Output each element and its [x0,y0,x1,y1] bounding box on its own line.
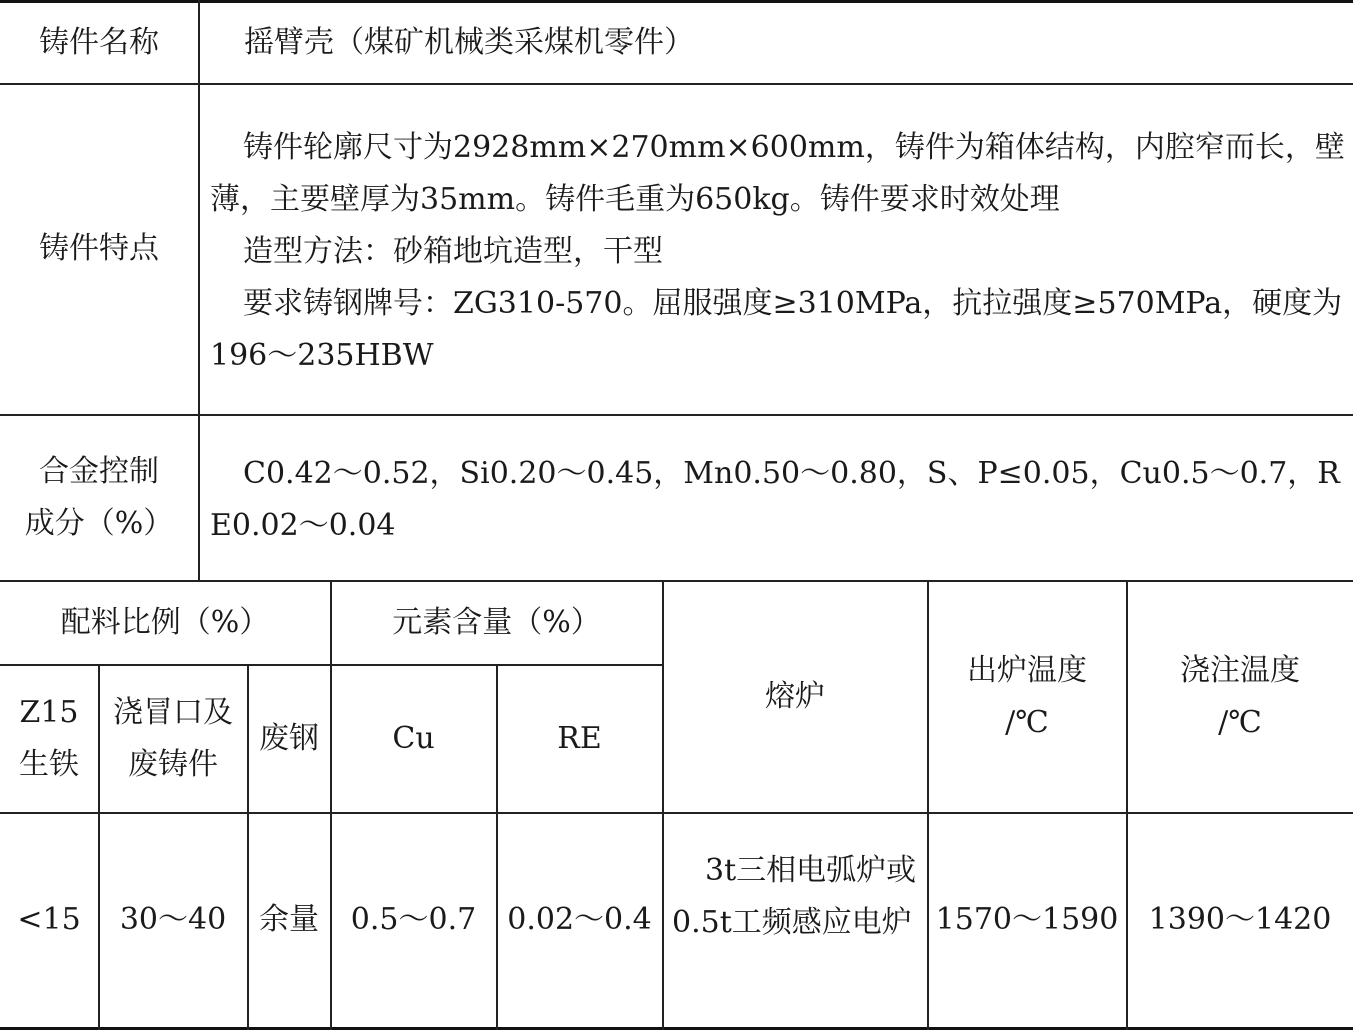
pig-iron-header [0,665,98,812]
scrap-steel-header: 废钢 [259,720,319,756]
scrap-cast-value: 30～40 [119,902,227,937]
casting-name-value: 摇臂壳（煤矿机械类采煤机零件） [244,25,694,60]
ratio-group-header: 配料比例（%） [60,604,270,640]
elements-group-header: 元素含量（%） [392,604,601,640]
pig-iron-header-line2: 生铁 [19,746,79,782]
scrap-cast-header-line1: 浇冒口及 [113,694,233,730]
tap-temp-header [928,581,1126,812]
row-divider [0,414,1353,416]
features-paragraph-steel-grade: 要求铸钢牌号：ZG310-570。屈服强度≥310MPa，抗拉强度≥570MPa，硬度为196～235HBW [210,286,1343,373]
furnace-header: 熔炉 [765,678,825,714]
scrap-steel-value: 余量 [259,902,319,937]
pig-iron-header-line1: Z15 [19,694,79,730]
alloy-label-line1: 合金控制 [39,453,159,489]
casting-features-body [210,122,1345,382]
features-paragraph-molding: 造型方法：砂箱地坑造型，干型 [243,234,663,269]
row-divider [0,83,1353,85]
alloy-composition-label [0,415,198,580]
scrap-cast-header [99,665,247,812]
pour-temp-header-line1: 浇注温度 [1180,652,1300,688]
label-column-divider [198,0,200,580]
tap-temp-value: 1570～1590 [935,902,1119,937]
re-header: RE [557,720,602,756]
casting-name-label: 铸件名称 [39,25,159,60]
cu-value: 0.5～0.7 [350,902,477,937]
pour-temp-value: 1390～1420 [1148,902,1332,937]
scrap-cast-header-line2: 废铸件 [128,746,218,782]
casting-features-label: 铸件特点 [39,231,159,266]
table-top-rule [0,0,1353,3]
tap-temp-header-line1: 出炉温度 [967,652,1087,688]
furnace-value: 3t三相电弧炉或0.5t工频感应电炉 [672,853,917,940]
alloy-composition-value: C0.42～0.52，Si0.20～0.45，Mn0.50～0.80，S、P≤0.05，Cu0.5～0.7，RE0.02～0.04 [210,456,1340,543]
pour-temp-header [1127,581,1353,812]
cu-header: Cu [392,720,435,756]
table-bottom-rule [0,1027,1353,1030]
re-value: 0.02～0.4 [507,902,652,937]
alloy-label-line2: 成分（%） [24,505,174,541]
pour-temp-header-line2: /℃ [1218,704,1262,740]
pig-iron-value: <15 [17,902,81,937]
features-paragraph-dimensions: 铸件轮廓尺寸为2928mm×270mm×600mm，铸件为箱体结构，内腔窄而长，壁薄，主要壁厚为35mm。铸件毛重为650kg。铸件要求时效处理 [210,130,1345,217]
tap-temp-header-line2: /℃ [1005,704,1049,740]
